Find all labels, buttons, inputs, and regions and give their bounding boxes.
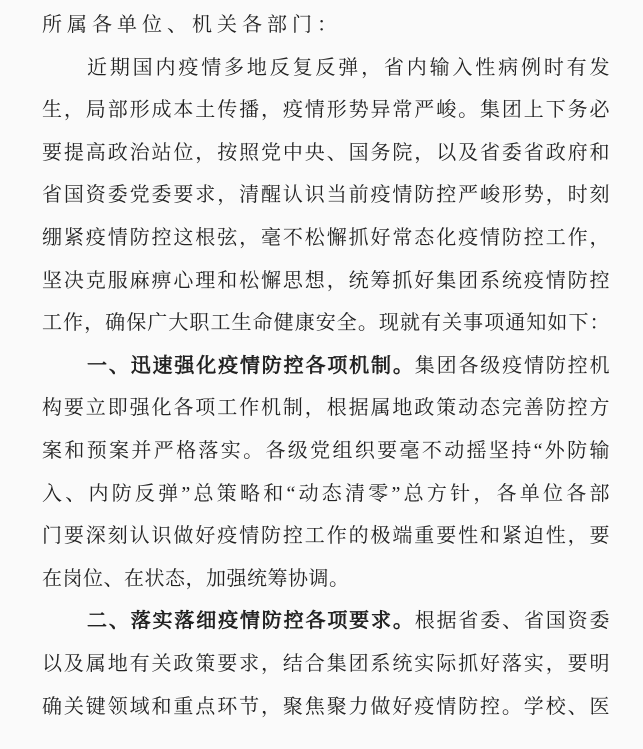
text-line: 确关键领域和重点环节，聚焦聚力做好疫情防控。学校、医 <box>42 695 610 718</box>
text-line: 省国资委党委要求，清醒认识当前疫情防控严峻形势，时刻 <box>42 184 610 207</box>
text-line: 构要立即强化各项工作机制，根据属地政策动态完善防控方 <box>42 397 610 420</box>
text-line: 生，局部形成本土传播，疫情形势异常严峻。集团上下务必 <box>42 99 610 122</box>
salutation-line: 所属各单位、机关各部门： <box>42 14 342 36</box>
text-line <box>42 600 610 643</box>
text-line <box>42 345 610 388</box>
section-1-heading: 一、迅速强化疫情防控各项机制。 <box>87 354 415 377</box>
text-line: 坚决克服麻痹心理和松懈思想，统筹抓好集团系统疫情防控 <box>42 269 610 292</box>
text-line: 入、内防反弹”总策略和“动态清零”总方针，各单位各部 <box>42 482 610 505</box>
text-run: 根据省委、省国资委 <box>414 610 610 633</box>
text-run: 集团各级疫情防控机 <box>414 354 610 377</box>
text-line: 绷紧疫情防控这根弦，毫不松懈抓好常态化疫情防控工作， <box>42 226 610 249</box>
text-line: 案和预案并严格落实。各级党组织要毫不动摇坚持“外防输 <box>42 439 610 462</box>
text-line: 门要深刻认识做好疫情防控工作的极端重要性和紧迫性，要 <box>42 525 610 548</box>
text-line: 工作，确保广大职工生命健康安全。现就有关事项通知如下： <box>42 312 610 335</box>
text-line: 在岗位、在状态，加强统筹协调。 <box>42 567 350 590</box>
section-2-heading: 二、落实落细疫情防控各项要求。 <box>87 610 415 633</box>
text-line: 近期国内疫情多地反复反弹，省内输入性病例时有发 <box>87 56 610 79</box>
text-line: 要提高政治站位，按照党中央、国务院，以及省委省政府和 <box>42 141 610 164</box>
text-line: 以及属地有关政策要求，结合集团系统实际抓好落实，要明 <box>42 652 610 675</box>
